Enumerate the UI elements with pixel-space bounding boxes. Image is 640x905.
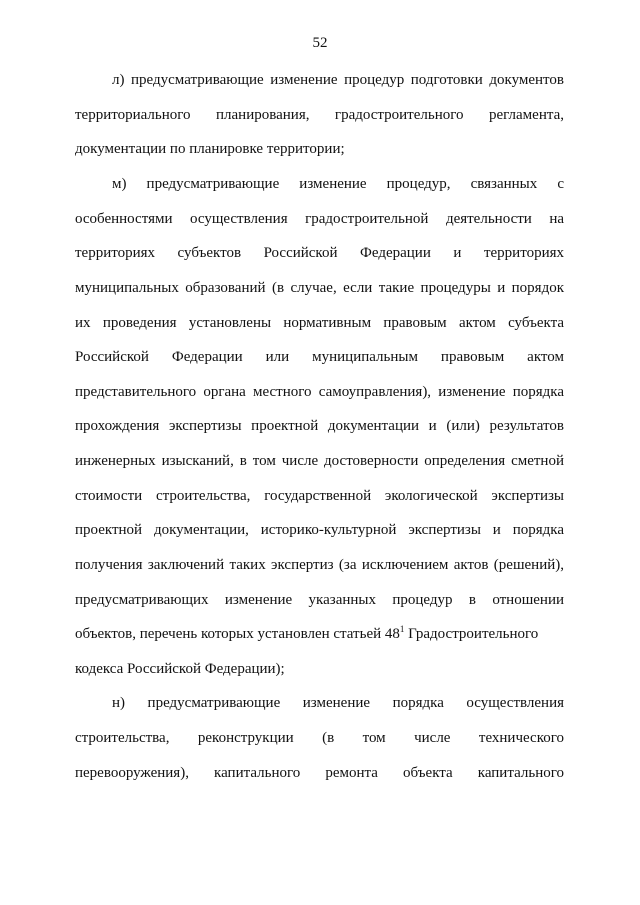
paragraph-m-line-14-tail: Градостроительного xyxy=(404,626,539,642)
article-superscript: 1 xyxy=(399,624,405,634)
paragraph-m-line-11: проектной документации, историко-культурной экспертизы и порядка xyxy=(75,522,564,538)
paragraph-m-line-14 xyxy=(75,624,564,644)
paragraph-n-line-3: перевооружения), капитального ремонта объекта капитального xyxy=(75,765,564,781)
paragraph-l-line-3: документации по планировке территории; xyxy=(75,141,345,157)
paragraph-m-line-4: муниципальных образований (в случае, если такие процедуры и порядок xyxy=(75,280,564,296)
paragraph-m-line-2: особенностями осуществления градостроительной деятельности на xyxy=(75,211,564,227)
paragraph-n-line-2: строительства, реконструкции (в том числе технического xyxy=(75,730,564,746)
paragraph-m-line-12: получения заключений таких экспертиз (за исключением актов (решений), xyxy=(75,557,564,573)
paragraph-m-line-14-text: объектов, перечень которых установлен статьей 48 xyxy=(75,626,400,642)
paragraph-m-line-5: их проведения установлены нормативным правовым актом субъекта xyxy=(75,315,564,331)
paragraph-m-line-7: представительного органа местного самоуправления), изменение порядка xyxy=(75,384,564,400)
paragraph-l-line-1: л) предусматривающие изменение процедур подготовки документов xyxy=(112,72,564,88)
paragraph-m-line-10: стоимости строительства, государственной экологической экспертизы xyxy=(75,488,564,504)
paragraph-m-line-13: предусматривающих изменение указанных процедур в отношении xyxy=(75,592,564,608)
paragraph-m-line-3: территориях субъектов Российской Федерации и территориях xyxy=(75,245,564,261)
paragraph-m-line-8: прохождения экспертизы проектной документации и (или) результатов xyxy=(75,418,564,434)
paragraph-m-line-9: инженерных изысканий, в том числе достоверности определения сметной xyxy=(75,453,564,469)
paragraph-m-line-15: кодекса Российской Федерации); xyxy=(75,661,285,677)
paragraph-m-line-6: Российской Федерации или муниципальным правовым актом xyxy=(75,349,564,365)
paragraph-n-line-1: н) предусматривающие изменение порядка осуществления xyxy=(112,695,564,711)
paragraph-m-line-1: м) предусматривающие изменение процедур, связанных с xyxy=(112,176,564,192)
paragraph-l-line-2: территориального планирования, градостроительного регламента, xyxy=(75,107,564,123)
page-number: 52 xyxy=(312,35,328,51)
